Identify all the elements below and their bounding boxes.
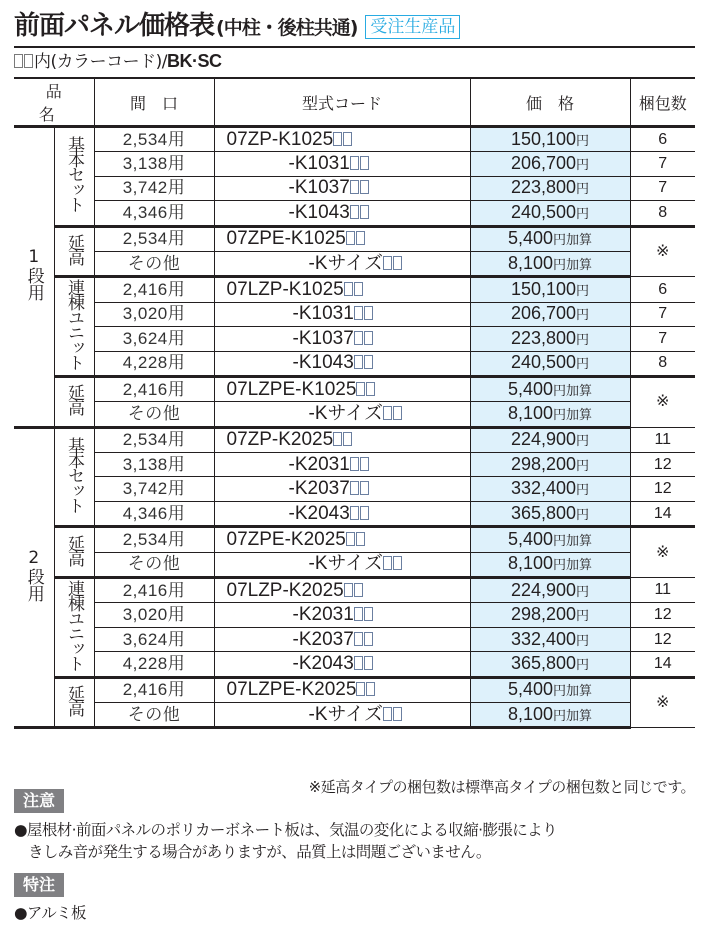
model-code: 07ZPE-K2025 [226, 528, 346, 550]
pack-count-cell: 14 [630, 652, 695, 677]
surcharge-label: 加算 [566, 382, 593, 398]
stage-cell [14, 427, 54, 728]
table-row [14, 627, 695, 651]
table-row [14, 226, 695, 251]
color-code-placeholder-icon [364, 306, 373, 320]
color-code-placeholder-icon [333, 132, 342, 146]
width-cell: 2,416用 [94, 677, 214, 702]
price-cell [470, 226, 630, 251]
price-value: 332,400 [510, 478, 577, 499]
column-header-pack: 梱包数 [630, 79, 695, 127]
pack-count-cell: 7 [630, 327, 695, 351]
width-cell: 2,534用 [94, 527, 214, 552]
color-code-placeholder-icon [364, 355, 373, 369]
yen-unit: 円 [576, 181, 590, 197]
price-cell [470, 376, 630, 401]
yen-unit: 円 [553, 406, 567, 422]
price-cell [470, 652, 630, 677]
model-code: -Kサイズ [308, 252, 383, 274]
color-code-placeholder-icon [346, 231, 355, 245]
price-value: 8,100 [507, 402, 553, 423]
color-code-placeholder-icon [364, 331, 373, 345]
model-code-cell [214, 127, 470, 152]
model-code-cell [214, 201, 470, 226]
color-code-placeholder-icon [350, 481, 359, 495]
yen-unit: 円 [576, 583, 590, 599]
color-code-placeholder-icon [354, 355, 363, 369]
surcharge-label: 加算 [566, 557, 593, 573]
made-to-order-badge: 受注生産品 [365, 15, 460, 39]
model-code: 07ZP-K2025 [226, 429, 334, 451]
caution-text [14, 819, 557, 863]
price-cell [470, 402, 630, 427]
price-value: 5,400 [507, 378, 553, 399]
price-value: 5,400 [507, 528, 553, 549]
color-code-placeholder-icon [346, 532, 355, 546]
width-cell: その他 [94, 251, 214, 276]
group-cell [54, 578, 94, 678]
width-cell: 3,742用 [94, 176, 214, 200]
model-code-cell [214, 527, 470, 552]
price-cell [470, 702, 630, 727]
special-order-text [14, 902, 86, 924]
group-label: 延高 [64, 233, 84, 264]
color-code-placeholder-icon [343, 132, 352, 146]
column-header-price: 価 格 [470, 79, 630, 127]
color-code-placeholder-icon [343, 432, 352, 446]
color-code-placeholder-icon [356, 231, 365, 245]
price-cell [470, 453, 630, 477]
yen-unit: 円 [576, 632, 590, 648]
color-code-placeholder-icon [350, 506, 359, 520]
model-code: -K1043 [292, 352, 354, 374]
price-value: 332,400 [510, 628, 577, 649]
table-row [14, 402, 695, 427]
pack-count-cell: 8 [630, 201, 695, 226]
price-cell [470, 627, 630, 651]
price-value: 223,800 [510, 327, 577, 348]
width-cell: 3,624用 [94, 327, 214, 351]
yen-unit: 円 [576, 656, 590, 672]
color-code-placeholder-icon [360, 180, 369, 194]
table-row [14, 251, 695, 276]
table-row [14, 603, 695, 627]
color-code-placeholder-icon [360, 481, 369, 495]
yen-unit: 円 [576, 608, 590, 624]
width-cell: 2,416用 [94, 578, 214, 603]
width-cell: 2,534用 [94, 226, 214, 251]
pack-count-cell: 7 [630, 152, 695, 176]
width-cell: 3,138用 [94, 453, 214, 477]
surcharge-label: 加算 [566, 707, 593, 723]
price-value: 206,700 [510, 303, 577, 324]
pack-count-cell: 7 [630, 302, 695, 326]
model-code-cell [214, 302, 470, 326]
table-row [14, 527, 695, 552]
yen-unit: 円 [576, 457, 590, 473]
group-cell [54, 677, 94, 728]
surcharge-label: 加算 [566, 683, 593, 699]
color-code-placeholder-icon [354, 656, 363, 670]
model-code-cell [214, 552, 470, 577]
model-code-cell [214, 702, 470, 727]
color-code-placeholder-icon [354, 331, 363, 345]
pack-count-cell: 6 [630, 127, 695, 152]
table-row [14, 127, 695, 152]
table-row [14, 453, 695, 477]
price-cell [470, 251, 630, 276]
color-code-placeholder-icon [350, 457, 359, 471]
yen-unit: 円 [553, 532, 567, 548]
width-cell: その他 [94, 552, 214, 577]
price-value: 150,100 [510, 279, 577, 300]
color-code-label: 内(カラーコード)/ [34, 52, 167, 72]
group-cell [54, 527, 94, 578]
color-code-placeholder-icon [364, 607, 373, 621]
color-code-placeholder-icon [383, 556, 392, 570]
price-value: 223,800 [510, 177, 577, 198]
model-code: -K2043 [292, 652, 354, 674]
page-header [14, 6, 460, 42]
width-cell: 4,346用 [94, 501, 214, 526]
price-cell [470, 201, 630, 226]
model-code: -K2031 [288, 453, 350, 475]
surcharge-label: 加算 [566, 406, 593, 422]
price-cell [470, 302, 630, 326]
group-cell [54, 226, 94, 277]
model-code: -K2043 [288, 502, 350, 524]
yen-unit: 円 [576, 356, 590, 372]
color-code-placeholder-icon [366, 382, 375, 396]
price-table [14, 79, 695, 729]
price-cell [470, 578, 630, 603]
model-code-cell [214, 578, 470, 603]
pack-count-cell: 8 [630, 351, 695, 376]
width-cell: その他 [94, 402, 214, 427]
page-title-qualifier: (中柱・後柱共通) [216, 17, 358, 39]
group-label: 連棟ユニット [64, 279, 84, 370]
yen-unit: 円 [553, 232, 567, 248]
table-row [14, 501, 695, 526]
pack-count-cell: ※ [630, 376, 695, 427]
yen-unit: 円 [576, 157, 590, 173]
pack-count-cell: 11 [630, 578, 695, 603]
width-cell: 4,228用 [94, 351, 214, 376]
model-code-cell [214, 402, 470, 427]
color-code-legend [14, 50, 222, 73]
model-code-cell [214, 427, 470, 452]
price-value: 206,700 [510, 153, 577, 174]
table-header-row [14, 79, 695, 127]
color-code-placeholder-icon [393, 406, 402, 420]
model-code: -K2037 [292, 628, 354, 650]
color-code-placeholder-icon [14, 54, 23, 68]
width-cell: 3,742用 [94, 477, 214, 501]
color-code-placeholder-icon [383, 707, 392, 721]
model-code-cell [214, 603, 470, 627]
model-code-cell [214, 627, 470, 651]
group-label: 連棟ユニット [64, 579, 84, 670]
model-code-cell [214, 251, 470, 276]
model-code: 07LZPE-K1025 [226, 378, 357, 400]
model-code: -K2037 [288, 478, 350, 500]
width-cell: 3,624用 [94, 627, 214, 651]
yen-unit: 円 [553, 382, 567, 398]
price-value: 365,800 [510, 652, 577, 673]
width-cell: 4,346用 [94, 201, 214, 226]
price-cell [470, 501, 630, 526]
yen-unit: 円 [576, 307, 590, 323]
group-label: 延高 [64, 384, 84, 415]
group-cell [54, 127, 94, 227]
yen-unit: 円 [576, 132, 590, 148]
color-code-placeholder-icon [24, 54, 33, 68]
model-code-cell [214, 376, 470, 401]
table-row [14, 652, 695, 677]
price-value: 150,100 [510, 128, 577, 149]
yen-unit: 円 [576, 205, 590, 221]
model-code-cell [214, 351, 470, 376]
pack-count-cell: 12 [630, 627, 695, 651]
price-value: 365,800 [510, 502, 577, 523]
price-cell [470, 327, 630, 351]
table-row [14, 152, 695, 176]
special-order-line-1: ●アルミ板 [14, 904, 86, 922]
table-row [14, 552, 695, 577]
model-code: -K1031 [292, 303, 354, 325]
color-code-placeholder-icon [350, 205, 359, 219]
table-row [14, 351, 695, 376]
price-cell [470, 477, 630, 501]
price-value: 8,100 [507, 703, 553, 724]
price-value: 5,400 [507, 228, 553, 249]
model-code: 07LZPE-K2025 [226, 679, 357, 701]
color-code-placeholder-icon [393, 556, 402, 570]
caution-line-1: ●屋根材·前面パネルのポリカーボネート板は、気温の変化による収縮·膨張により [14, 821, 557, 839]
width-cell: 2,534用 [94, 427, 214, 452]
price-cell [470, 152, 630, 176]
table-row [14, 176, 695, 200]
pack-count-cell: 12 [630, 477, 695, 501]
table-row [14, 677, 695, 702]
model-code-cell [214, 453, 470, 477]
pack-count-cell: ※ [630, 226, 695, 277]
price-value: 298,200 [510, 453, 577, 474]
table-row [14, 702, 695, 727]
yen-unit: 円 [576, 283, 590, 299]
group-cell [54, 277, 94, 377]
price-value: 8,100 [507, 553, 553, 574]
table-row [14, 201, 695, 226]
price-value: 240,500 [510, 352, 577, 373]
stage-cell [14, 127, 54, 428]
width-cell: その他 [94, 702, 214, 727]
color-code-placeholder-icon [350, 156, 359, 170]
width-cell: 3,020用 [94, 603, 214, 627]
color-code-placeholder-icon [350, 180, 359, 194]
table-row [14, 376, 695, 401]
color-code-placeholder-icon [360, 156, 369, 170]
model-code: 07ZPE-K1025 [226, 228, 346, 250]
table-row [14, 427, 695, 452]
price-value: 224,900 [510, 429, 577, 450]
price-value: 298,200 [510, 604, 577, 625]
color-code-values: BK·SC [167, 51, 222, 71]
model-code: -Kサイズ [308, 553, 383, 575]
model-code-cell [214, 152, 470, 176]
pack-count-cell: 12 [630, 603, 695, 627]
surcharge-label: 加算 [566, 232, 593, 248]
color-code-placeholder-icon [354, 583, 363, 597]
stage-label: 2段用 [23, 548, 44, 603]
table-row [14, 302, 695, 326]
column-header-product: 品 名 [14, 79, 94, 127]
width-cell: 2,416用 [94, 277, 214, 302]
width-cell: 3,138用 [94, 152, 214, 176]
pack-count-cell: ※ [630, 677, 695, 728]
model-code-cell [214, 277, 470, 302]
pack-count-cell: ※ [630, 527, 695, 578]
stage-label: 1段用 [23, 247, 44, 302]
yen-unit: 円 [576, 433, 590, 449]
color-code-placeholder-icon [354, 632, 363, 646]
caution-label: 注意 [14, 789, 64, 813]
group-cell [54, 427, 94, 527]
pack-count-cell: 6 [630, 277, 695, 302]
column-header-width: 間 口 [94, 79, 214, 127]
color-code-placeholder-icon [344, 583, 353, 597]
model-code-cell [214, 652, 470, 677]
model-code: -K1031 [288, 153, 350, 175]
model-code: 07LZP-K2025 [226, 579, 344, 601]
color-code-placeholder-icon [354, 282, 363, 296]
color-code-placeholder-icon [364, 656, 373, 670]
table-row [14, 477, 695, 501]
group-label: 基本セット [64, 136, 84, 212]
model-code-cell [214, 226, 470, 251]
color-code-placeholder-icon [393, 256, 402, 270]
color-code-placeholder-icon [383, 406, 392, 420]
model-code: -K1037 [288, 177, 350, 199]
model-code-cell [214, 677, 470, 702]
model-code: -Kサイズ [308, 402, 383, 424]
model-code: -Kサイズ [308, 703, 383, 725]
table-body [14, 127, 695, 728]
table-row [14, 327, 695, 351]
title-rule [14, 46, 695, 48]
model-code-cell [214, 327, 470, 351]
price-value: 8,100 [507, 252, 553, 273]
pack-count-cell: 7 [630, 176, 695, 200]
color-code-placeholder-icon [364, 632, 373, 646]
price-value: 224,900 [510, 579, 577, 600]
price-cell [470, 552, 630, 577]
color-code-placeholder-icon [360, 205, 369, 219]
yen-unit: 円 [553, 557, 567, 573]
model-code: -K1043 [288, 201, 350, 223]
color-code-placeholder-icon [383, 256, 392, 270]
group-label: 延高 [64, 534, 84, 565]
width-cell: 3,020用 [94, 302, 214, 326]
yen-unit: 円 [553, 707, 567, 723]
yen-unit: 円 [553, 683, 567, 699]
group-cell [54, 376, 94, 427]
color-code-placeholder-icon [354, 607, 363, 621]
pack-count-cell: 11 [630, 427, 695, 452]
special-order-label: 特注 [14, 873, 64, 897]
pack-count-cell: 14 [630, 501, 695, 526]
price-cell [470, 351, 630, 376]
model-code-cell [214, 501, 470, 526]
price-cell [470, 603, 630, 627]
yen-unit: 円 [576, 331, 590, 347]
model-code: 07ZP-K1025 [226, 128, 334, 150]
color-code-placeholder-icon [366, 682, 375, 696]
group-label: 基本セット [64, 436, 84, 512]
price-cell [470, 427, 630, 452]
model-code-cell [214, 176, 470, 200]
table-row [14, 578, 695, 603]
color-code-placeholder-icon [354, 306, 363, 320]
group-label: 延高 [64, 684, 84, 715]
width-cell: 4,228用 [94, 652, 214, 677]
model-code: 07LZP-K1025 [226, 279, 344, 301]
table-footnote: ※延高タイプの梱包数は標準高タイプの梱包数と同じです。 [308, 778, 695, 796]
color-code-placeholder-icon [360, 506, 369, 520]
width-cell: 2,416用 [94, 376, 214, 401]
color-code-placeholder-icon [356, 382, 365, 396]
price-cell [470, 127, 630, 152]
surcharge-label: 加算 [566, 256, 593, 272]
color-code-placeholder-icon [333, 432, 342, 446]
yen-unit: 円 [553, 256, 567, 272]
price-cell [470, 277, 630, 302]
model-code: -K2031 [292, 604, 354, 626]
color-code-placeholder-icon [356, 532, 365, 546]
color-code-placeholder-icon [360, 457, 369, 471]
pack-count-cell: 12 [630, 453, 695, 477]
model-code-cell [214, 477, 470, 501]
color-code-placeholder-icon [356, 682, 365, 696]
price-value: 5,400 [507, 679, 553, 700]
page-title: 前面パネル価格表 [14, 11, 215, 41]
yen-unit: 円 [576, 482, 590, 498]
table-row [14, 277, 695, 302]
price-cell [470, 176, 630, 200]
color-code-placeholder-icon [344, 282, 353, 296]
yen-unit: 円 [576, 506, 590, 522]
surcharge-label: 加算 [566, 532, 593, 548]
price-value: 240,500 [510, 201, 577, 222]
caution-line-2: きしみ音が発生する場合がありますが、品質上は問題ございません。 [28, 843, 491, 861]
price-cell [470, 677, 630, 702]
model-code: -K1037 [292, 327, 354, 349]
width-cell: 2,534用 [94, 127, 214, 152]
color-code-placeholder-icon [393, 707, 402, 721]
column-header-code: 型式コード [214, 79, 470, 127]
price-cell [470, 527, 630, 552]
